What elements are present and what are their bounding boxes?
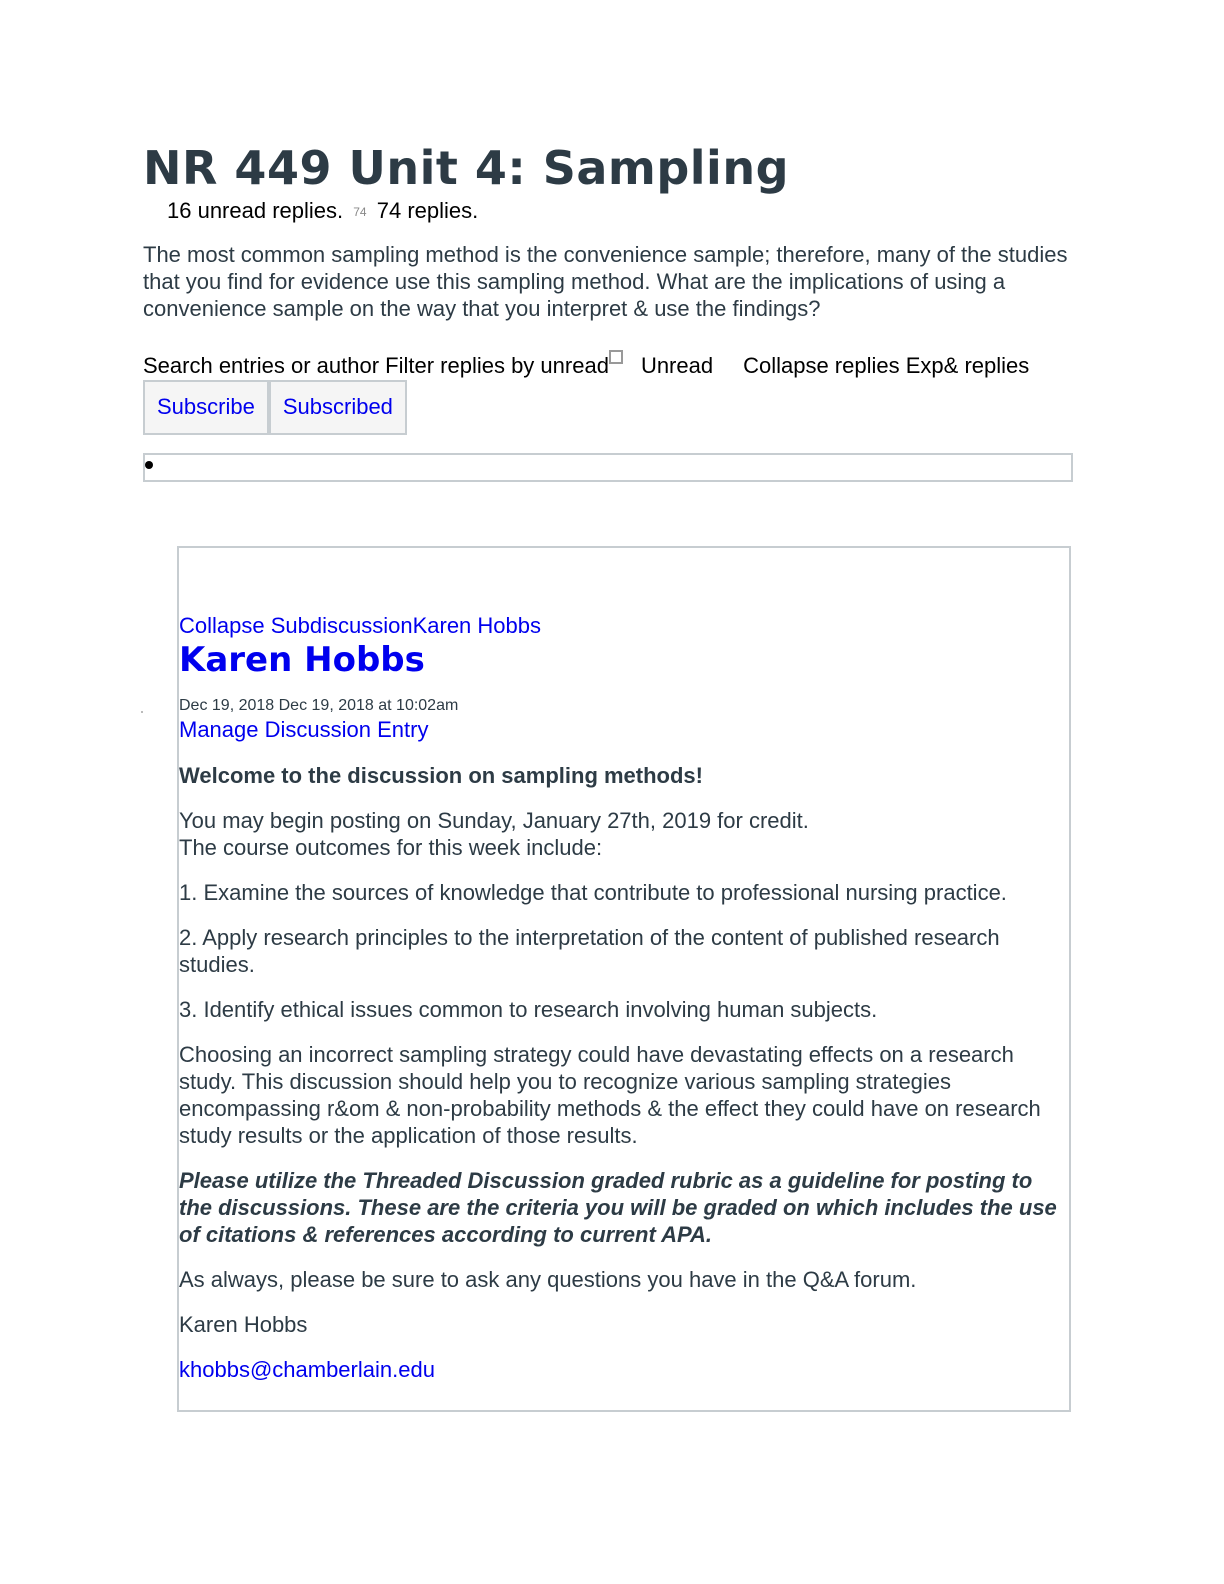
- message-line: The course outcomes for this week include:: [179, 835, 603, 860]
- subscribed-button[interactable]: Subscribed: [269, 380, 407, 435]
- discussion-page: [143, 140, 1073, 482]
- closing-line: As always, please be sure to ask any questions you have in the Q&A forum.: [179, 1267, 917, 1292]
- subscribe-controls: [143, 380, 1073, 435]
- collapse-replies-button[interactable]: Collapse replies: [743, 353, 900, 379]
- page-title: NR 449 Unit 4: Sampling: [143, 141, 789, 195]
- search-entries-label[interactable]: Search entries or author: [143, 353, 380, 379]
- email-link[interactable]: khobbs@chamberlain.edu: [179, 1357, 435, 1382]
- reply-list: [143, 453, 1073, 482]
- discussion-prompt: The most common sampling method is the convenience sample; therefore, many of the studies that you find for evidence use this sampling method. What are the implications of using a convenience sample on the way that you interpret & use the findings?: [143, 242, 1068, 322]
- subscribe-button[interactable]: Subscribe: [143, 380, 269, 435]
- manage-entry-link[interactable]: Manage Discussion Entry: [179, 717, 429, 742]
- unread-label: Unread: [640, 353, 714, 379]
- filter-unread-label: Filter replies by unread: [385, 353, 609, 379]
- message-paragraph: Choosing an incorrect sampling strategy could have devastating effects on a research study. This discussion should help you to recognize various sampling strategies encompassing r&om & non-probability methods & the effect they could have on research study results or the application of those results.: [179, 1042, 1041, 1148]
- decorative-dot: [141, 711, 143, 713]
- message-heading: Welcome to the discussion on sampling methods!: [179, 763, 703, 788]
- collapse-subdiscussion-link[interactable]: Collapse SubdiscussionKaren Hobbs: [179, 613, 541, 638]
- expand-replies-button[interactable]: Exp& replies: [905, 353, 1030, 379]
- bullet-icon: [145, 461, 153, 469]
- outcome-item: 2. Apply research principles to the interpretation of the content of published research studies.: [179, 925, 1000, 977]
- discussion-toolbar: [143, 352, 1043, 379]
- entry-message: [179, 762, 1067, 1383]
- unread-filter-checkbox[interactable]: [609, 350, 623, 364]
- outcome-item: 3. Identify ethical issues common to research involving human subjects.: [179, 997, 878, 1022]
- discussion-entry: [177, 546, 1071, 1412]
- reply-counts: [167, 196, 1073, 227]
- signature: Karen Hobbs: [179, 1312, 308, 1337]
- unread-count: 16 unread replies.: [167, 198, 344, 223]
- entry-author[interactable]: Karen Hobbs: [179, 640, 425, 680]
- outcome-item: 1. Examine the sources of knowledge that contribute to professional nursing practice.: [179, 880, 1007, 905]
- message-line: You may begin posting on Sunday, January 27th, 2019 for credit.: [179, 808, 809, 833]
- total-replies: 74 replies.: [376, 198, 479, 223]
- entry-date: Dec 19, 2018 Dec 19, 2018 at 10:02am: [179, 697, 459, 714]
- reply-count-badge: 74: [353, 205, 367, 220]
- rubric-note: Please utilize the Threaded Discussion graded rubric as a guideline for posting to the discussions. These are the criteria you will be graded on which includes the use of citations & references according to current APA.: [179, 1168, 1057, 1247]
- entry-content: [179, 612, 1067, 1383]
